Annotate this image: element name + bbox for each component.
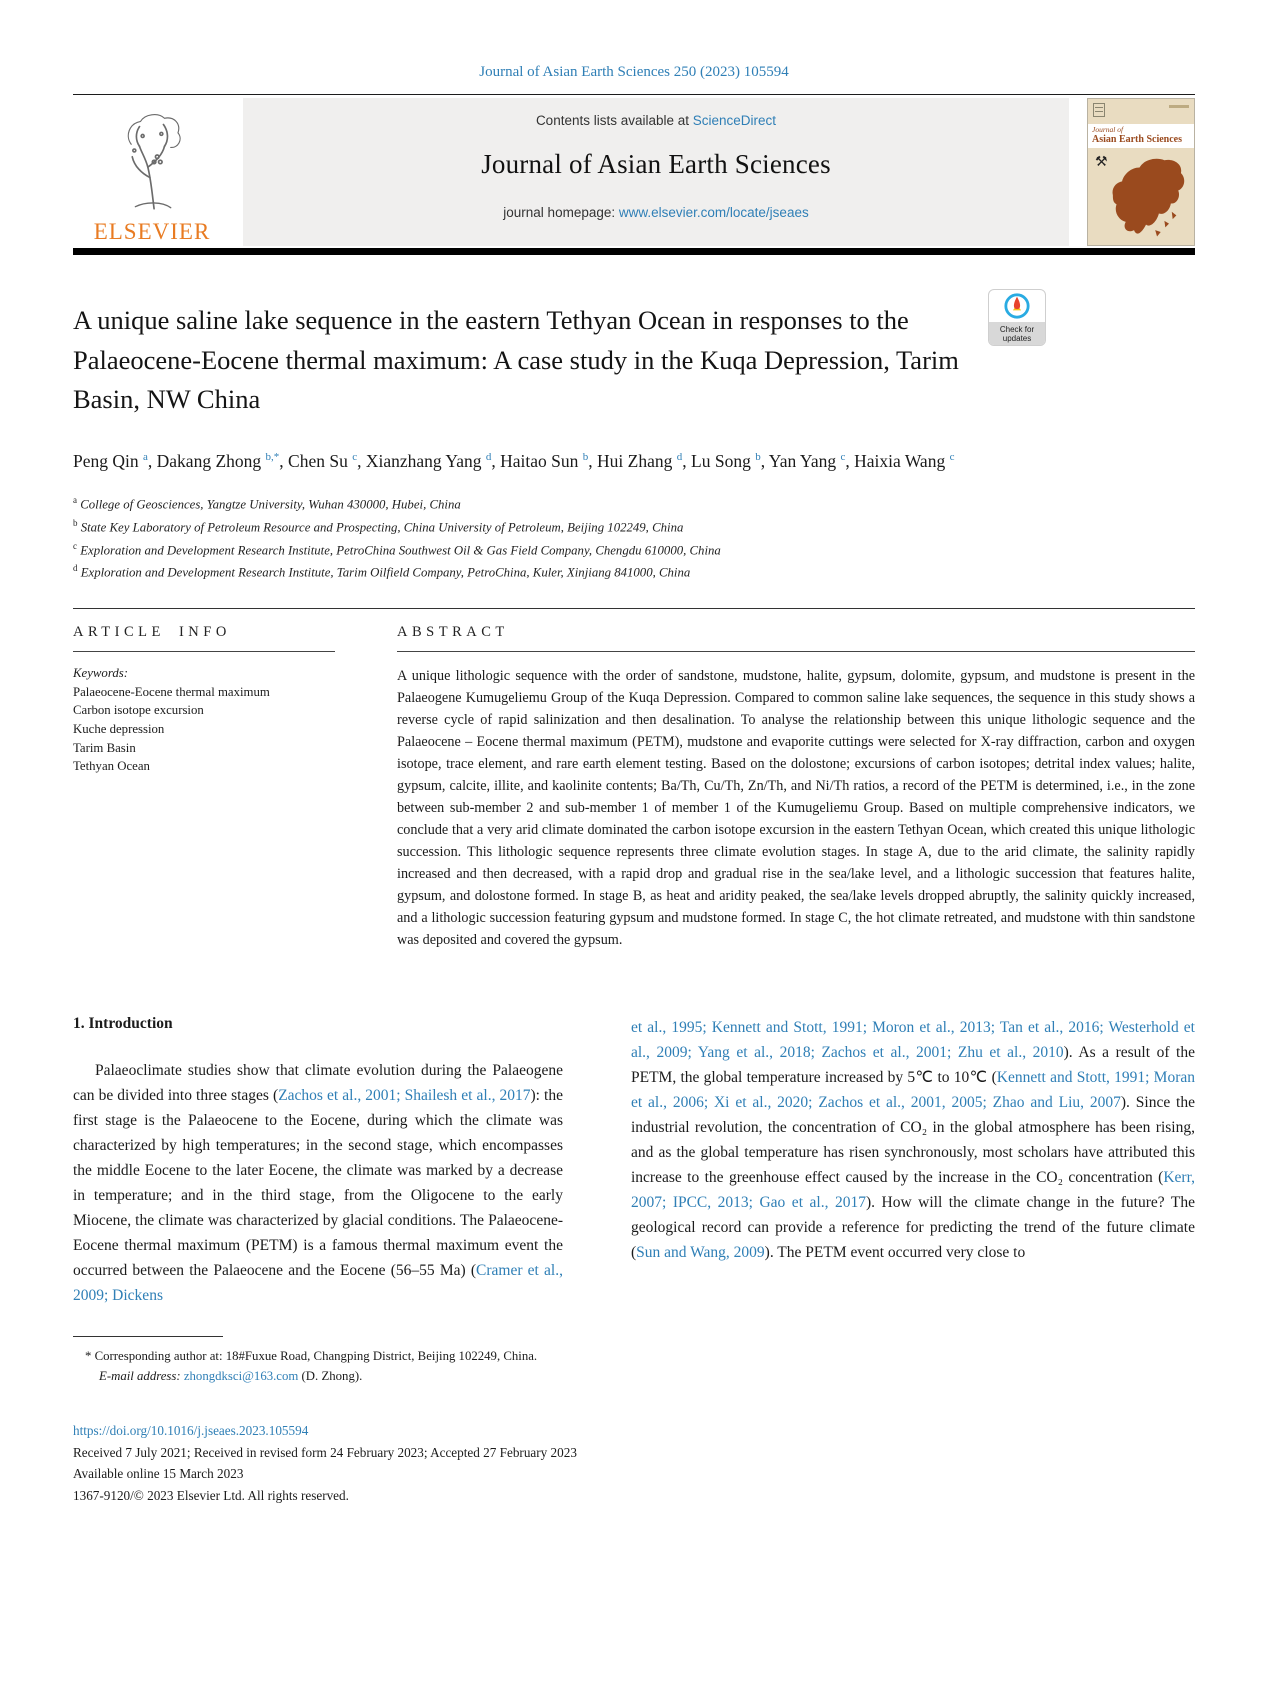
text-segment: Palaeoclimate studies show that climate evolution during the Palaeogene can be divided into three stages ( (73, 1062, 563, 1105)
citation-link[interactable]: et al., 1995; Kennett and Stott, 1991; Moron et al., 2013; Tan et al., 2016; Westerhold et al., 2009; Yang et al., 2018; Zachos et al., 2001; Zhu et al., 2010 (631, 1019, 1195, 1062)
affiliation: $^a$ College of Geosciences, Yangtze University, Wuhan 430000, Hubei, China (73, 494, 461, 512)
available-online-line: Available online 15 March 2023 (73, 1466, 244, 1482)
authors-line: Peng Qin $^a$, Dakang Zhong $^{b,*}$, Chen Su $^c$, Xianzhang Yang $^d$, Haitao Sun $^b$, Hui Zhang $^d$, Lu Song $^b$, Yan Yang $^c$, Haixia Wang $^c$ (73, 450, 955, 471)
author-affiliation-sup: a (143, 450, 148, 463)
citation-link[interactable]: Kerr, 2007; IPCC, 2013; Gao et al., 2017 (631, 1169, 1195, 1212)
citation-link[interactable]: Zachos et al., 2001; Shailesh et al., 2017 (278, 1087, 531, 1105)
keyword: Tarim Basin (73, 740, 136, 755)
article-title: A unique saline lake sequence in the eastern Tethyan Ocean in responses to the Palaeocene-Eocene thermal maximum: A case study in the Kuqa Depression, Tarim Basin, NW China (73, 305, 959, 414)
footer-block (73, 1420, 1195, 1506)
text-segment: ). The PETM event occurred very close to (764, 1244, 1026, 1262)
received-line: Received 7 July 2021; Received in revised form 24 February 2023; Accepted 27 February 2023 (73, 1444, 577, 1460)
cover-publisher-icon (1093, 103, 1105, 117)
hammers-icon: ⚒ (1095, 155, 1108, 170)
cover-journal-of: Journal of (1092, 125, 1124, 134)
author-affiliation-sup: c (840, 450, 846, 463)
check-updates-icon (989, 290, 1045, 322)
affiliation: $^d$ Exploration and Development Research Institute, Tarim Oilfield Company, PetroChina, Kuler, Xinjiang 841000, China (73, 563, 691, 580)
citation-link[interactable]: zhongdksci@163.com (183, 1369, 299, 1384)
contents-line (243, 113, 1069, 128)
citation-link[interactable]: Kennett and Stott, 1991; Moran et al., 2006; Xi et al., 2020; Zachos et al., 2001, 2005; Zhao and Liu, 2007 (631, 1069, 1195, 1112)
author-affiliation-sup: c (949, 450, 955, 463)
journal-reference[interactable]: Journal of Asian Earth Sciences 250 (2023) 105594 (479, 64, 789, 80)
keywords-label: Keywords: (73, 666, 128, 681)
cover-title-strip (1088, 124, 1194, 148)
keyword: Kuche depression (73, 722, 165, 737)
journal-name: Journal of Asian Earth Sciences (481, 149, 831, 179)
sciencedirect-link[interactable]: ScienceDirect (692, 113, 777, 128)
affiliation: $^c$ Exploration and Development Research Institute, PetroChina Southwest Oil & Gas Field Company, Chengdu 610000, China (73, 540, 721, 557)
author-affiliation-sup: b,* (265, 450, 280, 463)
text-segment: ). How will the climate change in the future? The geological record can provide a reference for predicting the trend of the future climate ( (631, 1194, 1195, 1262)
text-segment: (D. Zhong). (298, 1369, 363, 1384)
homepage-line (243, 205, 1069, 220)
elsevier-tree-icon (100, 109, 204, 217)
intro-right-column (631, 1015, 1195, 1308)
homepage-prefix: journal homepage: (503, 205, 619, 220)
article-info-heading: ARTICLE INFO (73, 624, 231, 641)
abstract-heading: ABSTRACT (397, 624, 509, 641)
homepage-link[interactable]: www.elsevier.com/locate/jseaes (618, 205, 809, 220)
citation-link[interactable]: Cramer et al., 2009; Dickens (73, 1262, 563, 1305)
footnote-rule (73, 1336, 223, 1337)
divider (73, 94, 1195, 95)
contents-prefix: Contents lists available at (535, 113, 693, 128)
keyword: Carbon isotope excursion (73, 703, 204, 718)
divider-bar (73, 248, 1195, 255)
intro-left-column (73, 1015, 563, 1308)
citation-link[interactable]: Sun and Wang, 2009 (636, 1244, 765, 1262)
email-line (73, 1366, 653, 1386)
corresponding-author-note (73, 1346, 653, 1366)
cover-issue-strip (1169, 105, 1189, 108)
text-segment: ): the first stage is the Palaeocene to the Eocene, during which the climate was characterized by high temperatures; in the second stage, which encompasses the middle Eocene to the later Eocene, the climate was marked by a decrease in temperature; and in the third stage, from the Oligocene to the early Miocene, the climate was characterized by glacial conditions. The Palaeocene-Eocene thermal maximum (PETM) is a famous thermal maximum event the occurred between the Palaeocene and the Eocene (56–55 Ma) ( (73, 1087, 563, 1280)
text-segment: ). As a result of the PETM, the global temperature increased by 5℃ to 10℃ ( (631, 1044, 1195, 1087)
author-affiliation-sup: b (582, 450, 589, 463)
introduction-heading: 1. Introduction (73, 1015, 173, 1033)
affiliation: $^b$ State Key Laboratory of Petroleum Resource and Prospecting, China University of Petroleum, Beijing 102249, China (73, 517, 684, 534)
copyright-line: 1367-9120/© 2023 Elsevier Ltd. All rights reserved. (73, 1487, 349, 1503)
keyword: Palaeocene-Eocene thermal maximum (73, 684, 270, 699)
author-affiliation-sup: b (755, 450, 761, 463)
elsevier-logo (73, 98, 231, 246)
abstract-column (397, 609, 1195, 951)
journal-masthead (73, 98, 1195, 246)
doi-link[interactable]: https://doi.org/10.1016/j.jseaes.2023.105594 (73, 1423, 309, 1439)
article-info-column (73, 609, 335, 951)
asia-map-icon (1100, 151, 1192, 243)
check-updates-badge[interactable] (988, 289, 1046, 346)
text-segment: * Corresponding author at: 18#Fuxue Road, Changping District, Beijing 102249, China. (85, 1349, 538, 1364)
intro-paragraph-left (73, 1058, 563, 1308)
footnote-block (73, 1336, 653, 1386)
keywords-block (73, 664, 335, 776)
intro-paragraph-right (631, 1015, 1195, 1265)
check-updates-label: Check for updates (989, 322, 1045, 345)
keyword: Tethyan Ocean (73, 759, 150, 774)
cover-title: Asian Earth Sciences (1092, 134, 1182, 145)
masthead-center (243, 98, 1069, 246)
elsevier-wordmark: ELSEVIER (93, 219, 211, 244)
journal-cover-thumbnail[interactable] (1087, 98, 1195, 246)
divider (397, 651, 1195, 652)
author-affiliation-sup: c (352, 450, 358, 463)
divider (73, 651, 335, 652)
keywords-list (73, 683, 335, 776)
author-affiliation-sup: d (676, 450, 683, 463)
abstract-text: A unique lithologic sequence with the order of sandstone, mudstone, halite, gypsum, dolomite, gypsum, and mudstone is present in the Palaeogene Kumugeliemu Group of the Kuqa Depression. Compared to common saline lake sequences, the sequence in this study shows a reverse cycle of rapid salinization and then desalination. To analyse the relationship between this unique lithologic sequence and the Palaeocene – Eocene thermal maximum (PETM), mudstone and evaporite cuttings were selected for X-ray diffraction, carbon and oxygen isotope, trace element, and rare earth element testing. Based on the dolostone; excursions of carbon isotopes; detrital index values; halite, gypsum, calcite, illite, and kaolinite contents; Ba/Th, Cu/Th, Zn/Th, and Ni/Th ratios, a record of the PETM is determined, i.e., in the zone between sub-member 2 and sub-member 1 of member 1 of the Kumugeliemu Group. Based on multiple comprehensive indicators, we conclude that a very arid climate dominated the carbon isotope excursion in the eastern Tethyan Ocean, which created this unique lithologic succession. This lithologic sequence represents three climate evolution stages. In stage A, due to the arid climate, the salinity rapidly increased and then decreased, with a rapid drop and gradual rise in the sea/lake level, and a lithologic succession that features halite, gypsum, and dolostone formed. In stage B, as heat and aridity peaked, the sea/lake levels dropped abruptly, the salinity quickly increased, and a lithologic succession featuring gypsum and mudstone formed. In stage C, the hot climate retreated, and mudstone with thin sandstone was deposited and covered the gypsum. (397, 668, 1195, 949)
author-affiliation-sup: d (485, 450, 492, 463)
text-segment: E-mail address: (99, 1369, 181, 1384)
affiliations (73, 491, 1195, 582)
text-segment: ). Since the industrial revolution, the concentration of CO₂ in the global atmosphere has been rising, and as the global temperature has risen synchronously, most scholars have attributed this increase to the greenhouse effect caused by the increase in the CO₂ concentration ( (631, 1094, 1195, 1187)
